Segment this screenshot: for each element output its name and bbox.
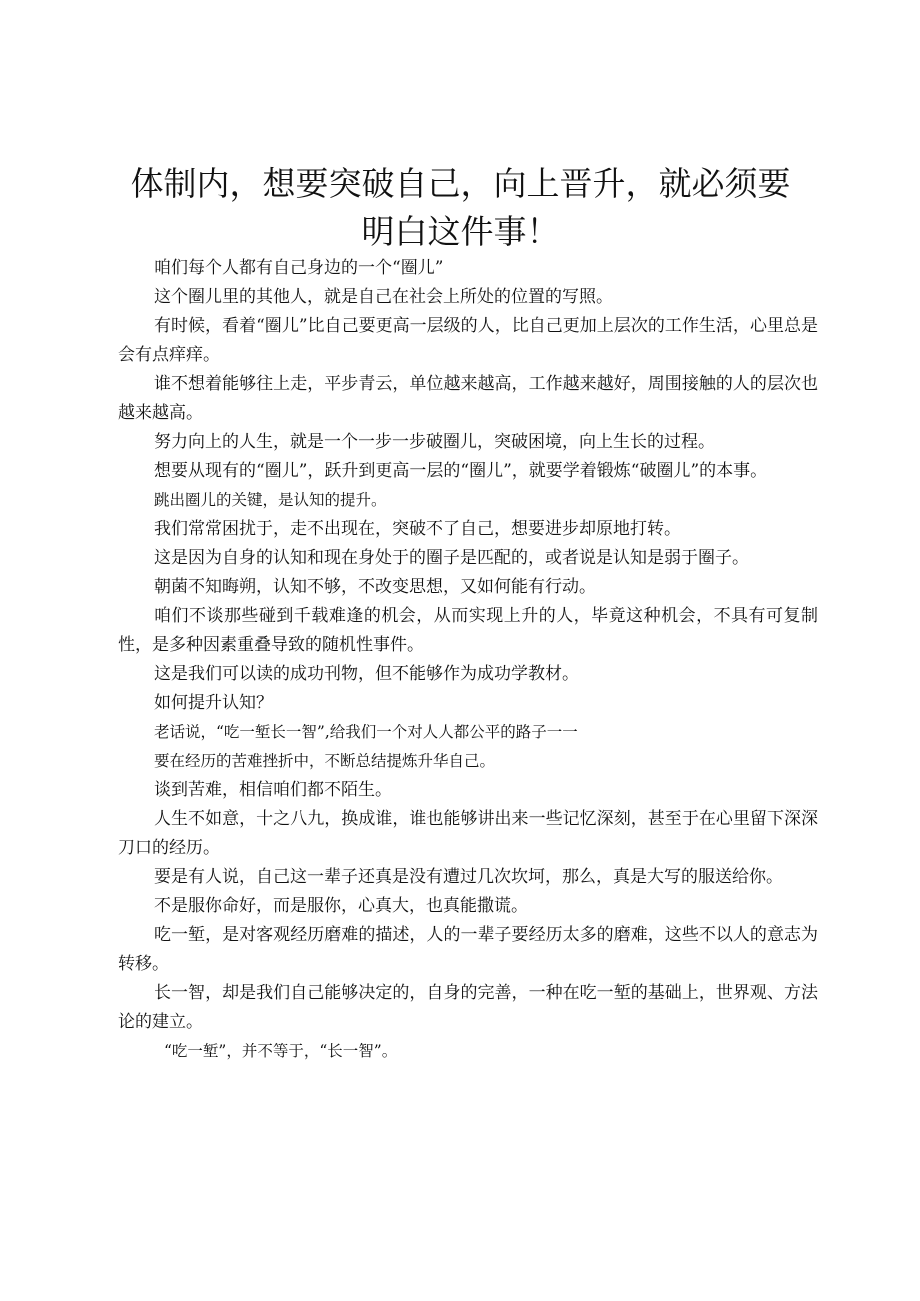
paragraph: 如何提升认知？ [154,693,273,713]
paragraph: 朝菌不知晦朔，认知不够，不改变思想，又如何能有行动。 [154,577,596,597]
paragraph: 这个圈儿里的其他人，就是自己在社会上所处的位置的写照。 [154,287,613,307]
paragraph: 跳出圈儿的关键，是认知的提升。 [154,491,387,509]
paragraph: 我们常常困扰于，走不出现在，突破不了自己，想要进步却原地打转。 [154,519,681,539]
paragraph: 咱们每个人都有自己身边的一个“圈儿” [154,258,444,278]
paragraph: 吃一堑，是对客观经历磨难的描述，人的一辈子要经历太多的磨难，这些不以人的意志为转移。 [118,925,818,974]
document-body [118,254,818,1066]
paragraph: 不是服你命好，而是服你，心真大，也真能撒谎。 [154,896,528,916]
paragraph: 长一智，却是我们自己能够决定的，自身的完善，一种在吃一堑的基础上，世界观、方法论的建立。 [118,983,818,1032]
paragraph: 人生不如意，十之八九，换成谁，谁也能够讲出来一些记忆深刻，甚至于在心里留下深深刀口的经历。 [118,809,818,858]
document-title: 体制内，想要突破自己，向上晋升，就必须要明白这件事！ [130,164,791,251]
paragraph: 想要从现有的“圈儿”，跃升到更高一层的“圈儿”，就要学着锻炼“破圈儿”的本事。 [154,461,768,481]
paragraph: 要在经历的苦难挫折中，不断总结提炼升华自己。 [154,752,496,770]
paragraph: “吃一堑”，并不等于，“长一智”。 [164,1042,398,1060]
paragraph: 谁不想着能够往上走，平步青云，单位越来越高，工作越来越好，周围接触的人的层次也越来越高。 [118,374,818,423]
paragraph: 努力向上的人生，就是一个一步一步破圈儿，突破困境，向上生长的过程。 [154,432,715,452]
paragraph: 有时候，看着“圈儿”比自己要更高一层级的人，比自己更加上层次的工作生活，心里总是会有点痒痒。 [118,316,818,365]
paragraph: 要是有人说，自己这一辈子还真是没有遭过几次坎坷，那么，真是大写的服送给你。 [154,867,783,887]
paragraph: 谈到苦难，相信咱们都不陌生。 [154,780,392,800]
paragraph: 老话说，“吃一堑长一智”,给我们一个对人人都公平的路子一一 [154,723,578,741]
paragraph: 咱们不谈那些碰到千载难逢的机会，从而实现上升的人，毕竟这种机会，不具有可复制性，是多种因素重叠导致的随机性事件。 [118,606,818,655]
paragraph: 这是因为自身的认知和现在身处于的圈子是匹配的，或者说是认知是弱于圈子。 [154,548,749,568]
paragraph: 这是我们可以读的成功刊物，但不能够作为成功学教材。 [154,664,579,684]
